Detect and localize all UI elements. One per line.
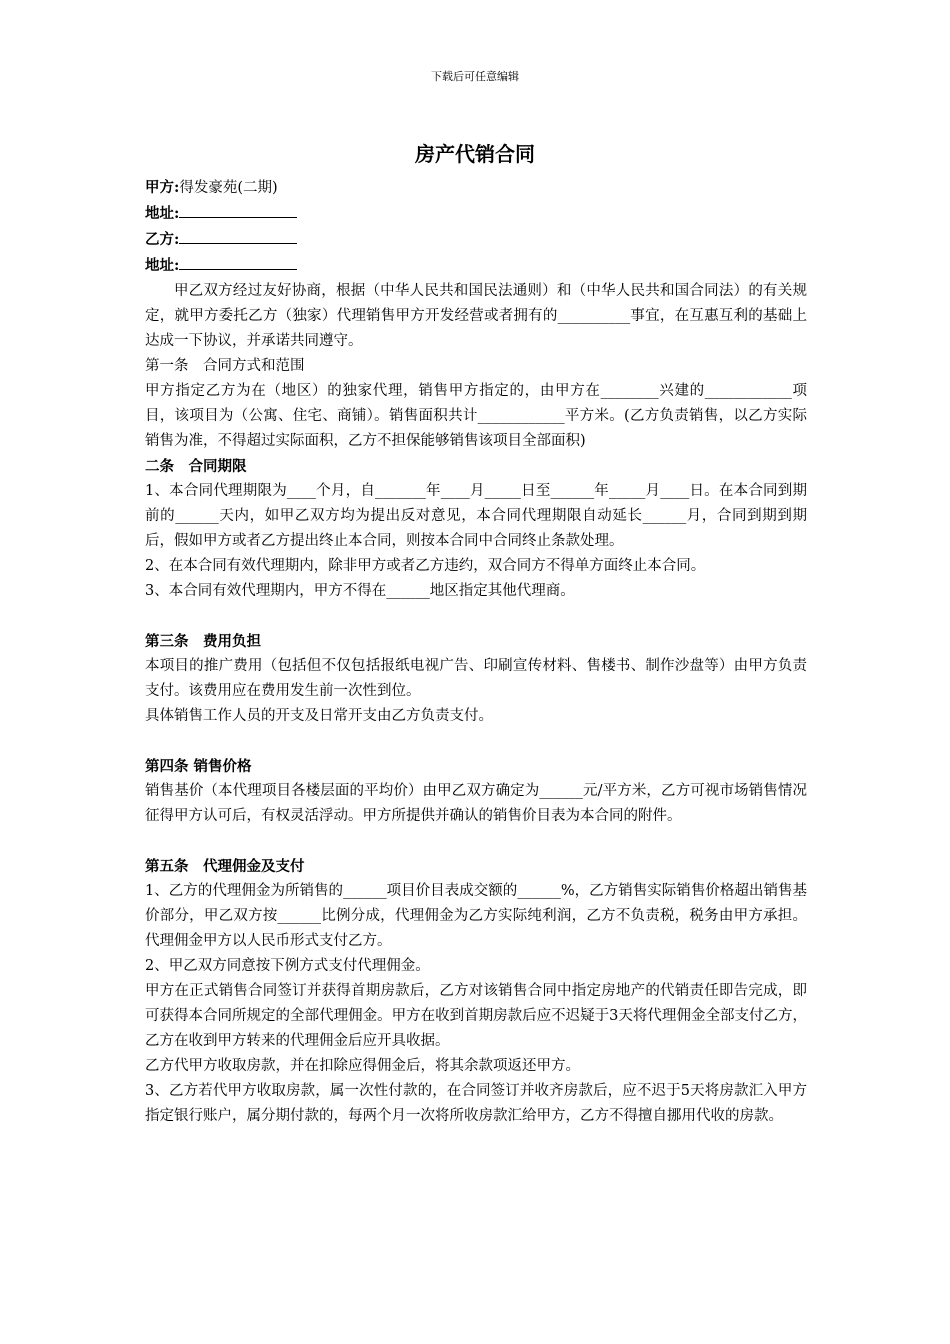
paragraph: 2、甲乙双方同意按下例方式支付代理佣金。 [145,958,430,974]
paragraph: 乙方代甲方收取房款，并在扣除应得佣金后，将其余款项返还甲方。 [145,1058,580,1074]
party-line [145,175,807,201]
paragraph: 本项目的推广费用（包括但不仅包括报纸电视广告、印刷宣传材料、售楼书、制作沙盘等）由甲方负责支付。该费用应在费用发生前一次性到位。 [145,658,807,699]
section-heading: 第三条 费用负担 [145,633,261,650]
blank-line [145,829,807,854]
paragraph: 1、本合同代理期限为____个月，自_______年____月_____日至______年_____月____日。在本合同到期前的______天内，如甲乙双方均为提出反对意见，本合同代理期限自动延长______月，合同到期到期后，假如甲方或者乙方提出终止本合同，则按本合同中合同终止条款处理。 [145,483,807,549]
paragraph: 2、在本合同有效代理期内，除非甲方或者乙方违约，双合同方不得单方面终止本合同。 [145,558,706,574]
party-label: 地址: [145,205,180,222]
section-heading: 第五条 代理佣金及支付 [145,858,305,875]
paragraphs-block [145,279,807,1129]
blank-line [145,604,807,629]
paragraph: 第一条 合同方式和范围 [145,358,305,374]
party-label: 甲方: [145,179,180,196]
party-blank-field [179,201,297,218]
paragraph: 甲乙双方经过友好协商，根据（中华人民共和国民法通则）和（中华人民共和国合同法）的有关规定，就甲方委托乙方（独家）代理销售甲方开发经营或者拥有的__________事宜，在互惠互利的基础上达成一下协议，并承诺共同遵守。 [145,283,807,349]
paragraph: 甲方在正式销售合同签订并获得首期房款后，乙方对该销售合同中指定房地产的代销责任即告完成，即可获得本合同所规定的全部代理佣金。甲方在收到首期房款后应不迟疑于3天将代理佣金全部支付乙方，乙方在收到甲方转来的代理佣金后应开具收据。 [145,983,807,1049]
party-blank-field [179,227,297,244]
paragraph: 具体销售工作人员的开支及日常开支由乙方负责支付。 [145,708,493,724]
section-heading: 第四条 销售价格 [145,758,252,775]
party-label: 地址: [145,257,180,274]
party-label: 乙方: [145,231,180,248]
page-title: 房产代销合同 [415,142,535,166]
party-line [145,253,807,279]
header-note: 下载后可任意编辑 [431,70,519,83]
paragraph: 3、本合同有效代理期内，甲方不得在______地区指定其他代理商。 [145,583,575,599]
party-line [145,201,807,227]
paragraph: 甲方指定乙方为在（地区）的独家代理，销售甲方指定的，由甲方在________兴建的____________项目，该项目为（公寓、住宅、商铺）。销售面积共计____________平方米。(乙方负责销售，以乙方实际销售为准，不得超过实际面积，乙方不担保能够销售该项目全部面积) [145,383,807,449]
blank-line [145,729,807,754]
parties-block [145,175,807,279]
paragraph: 销售基价（本代理项目各楼层面的平均价）由甲乙双方确定为______元/平方米，乙方可视市场销售情况征得甲方认可后，有权灵活浮动。甲方所提供并确认的销售价目表为本合同的附件。 [145,783,807,824]
party-line [145,227,807,253]
party-blank-field [179,253,297,270]
contract-body [145,175,807,1129]
section-heading: 二条 合同期限 [145,458,247,475]
party-value: 得发豪苑(二期) [179,180,278,196]
paragraph: 1、乙方的代理佣金为所销售的______项目价目表成交额的______%，乙方销售实际销售价格超出销售基价部分，甲乙双方按______比例分成，代理佣金为乙方实际纯利润，乙方不负责税，税务由甲方承担。代理佣金甲方以人民币形式支付乙方。 [145,883,807,949]
paragraph: 3、乙方若代甲方收取房款，属一次性付款的，在合同签订并收齐房款后，应不迟于5天将房款汇入甲方指定银行账户，属分期付款的，每两个月一次将所收房款汇给甲方，乙方不得擅自挪用代收的房款。 [145,1083,807,1124]
